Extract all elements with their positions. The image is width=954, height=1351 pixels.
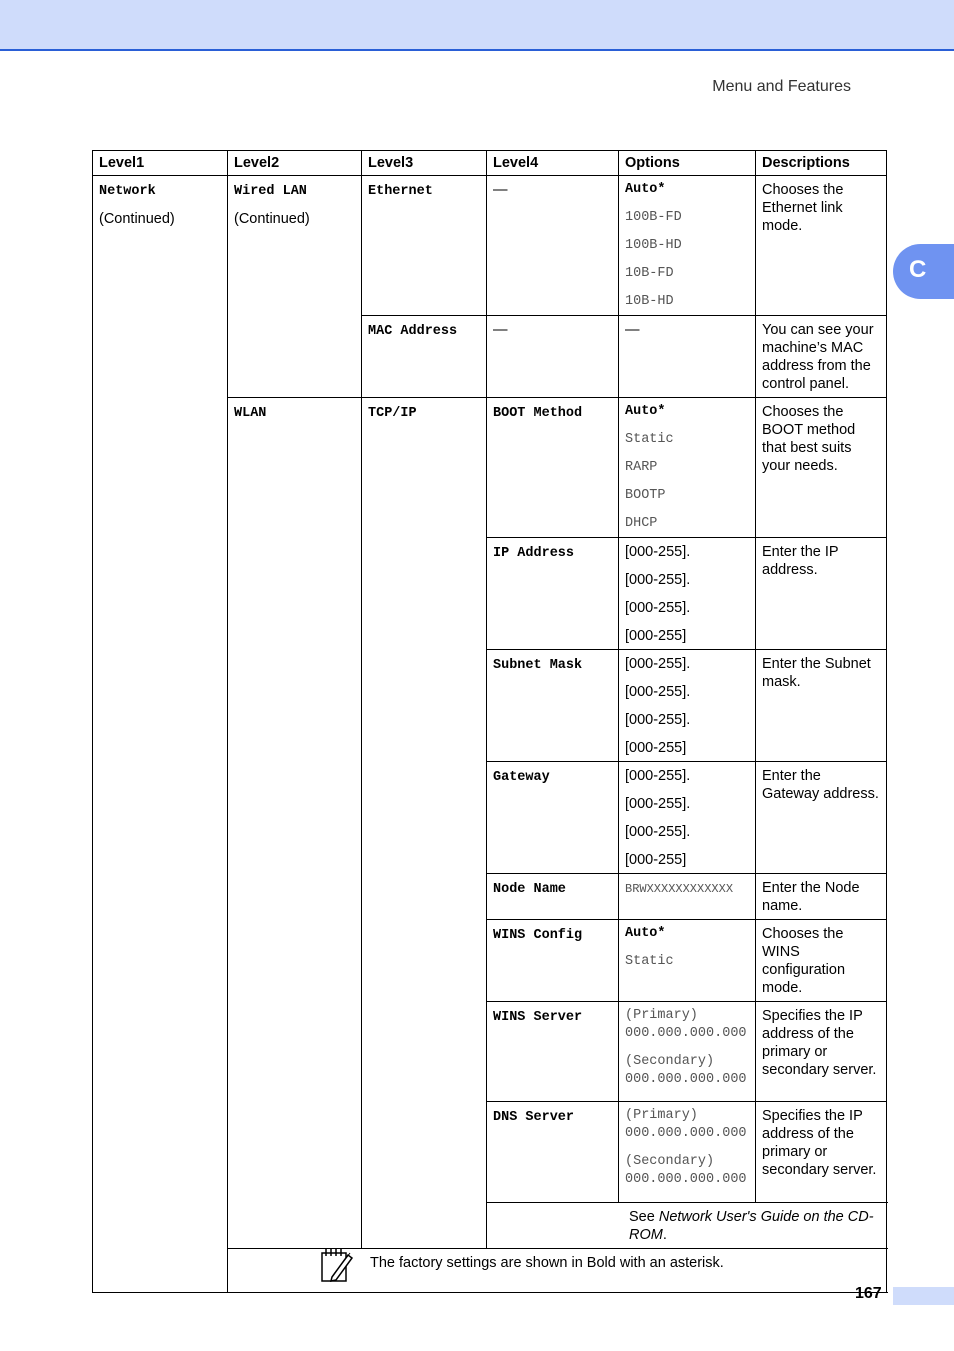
- page-number: 167: [855, 1285, 882, 1302]
- secondary-label: (Secondary): [625, 1054, 715, 1069]
- option-value: [000-255]: [625, 740, 687, 756]
- winsserver-label: WINS Server: [493, 1010, 583, 1025]
- header-options: Options: [619, 151, 756, 176]
- level2-wlan-name: WLAN: [234, 406, 267, 421]
- level4-ip: [487, 538, 619, 650]
- ip-label: IP Address: [493, 546, 575, 561]
- guide-link[interactable]: Network User's Guide on the CD-ROM: [629, 1209, 874, 1243]
- option-value: 100B-FD: [625, 210, 682, 225]
- option-value: DHCP: [625, 516, 658, 531]
- options-node: [619, 874, 756, 920]
- option-value: [000-255].: [625, 684, 691, 700]
- option-value: [000-255].: [625, 544, 691, 560]
- option-value: Auto*: [625, 926, 666, 941]
- option-value: BRWXXXXXXXXXXXX: [625, 882, 734, 896]
- primary-option: [625, 1007, 749, 1043]
- primary-label: (Primary): [625, 1008, 698, 1023]
- option-value: [000-255]: [625, 852, 687, 868]
- winsconfig-label: WINS Config: [493, 928, 583, 943]
- note-cell: [228, 1249, 887, 1293]
- option-value: Static: [625, 432, 674, 447]
- level1-continued: (Continued): [99, 211, 175, 227]
- chapter-letter: C: [909, 256, 927, 283]
- option-value: Auto*: [625, 182, 666, 197]
- header-level4: Level4: [487, 151, 619, 176]
- header-row: [93, 151, 887, 176]
- desc-boot: Chooses the BOOT method that best suits your needs.: [756, 398, 887, 538]
- note-pencil-icon: [320, 1247, 354, 1283]
- option-value: [000-255].: [625, 572, 691, 588]
- boot-label: BOOT Method: [493, 406, 583, 421]
- see-suffix: .: [662, 1227, 667, 1243]
- header-descriptions: Descriptions: [756, 151, 887, 176]
- level2-wlan-cell: [228, 398, 362, 1249]
- desc-winsserver: Specifies the IP address of the primary or secondary server.: [756, 1002, 887, 1102]
- subnet-label: Subnet Mask: [493, 658, 583, 673]
- desc-winsconfig: Chooses the WINS configuration mode.: [756, 920, 887, 1002]
- desc-ip: Enter the IP address.: [756, 538, 887, 650]
- options-boot: [619, 398, 756, 538]
- gateway-label: Gateway: [493, 770, 550, 785]
- header-level2: Level2: [228, 151, 362, 176]
- section-header: Menu and Features: [712, 78, 851, 95]
- level2-wired-continued: (Continued): [234, 211, 310, 227]
- level3-ethernet: [362, 176, 487, 316]
- secondary-value: 000.000.000.000: [625, 1172, 747, 1187]
- options-subnet: [619, 650, 756, 762]
- mac-label: MAC Address: [368, 324, 458, 339]
- level3-mac: [362, 316, 487, 398]
- desc-subnet: Enter the Subnet mask.: [756, 650, 887, 762]
- level3-tcpip-cell: [362, 398, 487, 1249]
- option-value: [000-255].: [625, 796, 691, 812]
- option-value: BOOTP: [625, 488, 666, 503]
- see-prefix: See: [629, 1209, 659, 1225]
- option-value: [000-255].: [625, 712, 691, 728]
- secondary-option: [625, 1153, 749, 1189]
- primary-value: 000.000.000.000: [625, 1026, 747, 1041]
- primary-label: (Primary): [625, 1108, 698, 1123]
- desc-dns: Specifies the IP address of the primary or secondary server.: [756, 1102, 887, 1203]
- secondary-value: 000.000.000.000: [625, 1072, 747, 1087]
- header-level1: Level1: [93, 151, 228, 176]
- option-value: 100B-HD: [625, 238, 682, 253]
- level4-node: [487, 874, 619, 920]
- page-number-bar: [893, 1287, 954, 1305]
- level2-wired-cell: [228, 176, 362, 398]
- options-ip: [619, 538, 756, 650]
- option-value: 10B-HD: [625, 294, 674, 309]
- menu-table: [92, 150, 887, 1293]
- level3-tcpip-name: TCP/IP: [368, 406, 417, 421]
- options-winsconfig: [619, 920, 756, 1002]
- options-dns: [619, 1102, 756, 1203]
- desc-gateway: Enter the Gateway address.: [756, 762, 887, 874]
- ethernet-label: Ethernet: [368, 184, 433, 199]
- secondary-label: (Secondary): [625, 1154, 715, 1169]
- level4-mac: —: [487, 316, 619, 398]
- node-label: Node Name: [493, 882, 566, 897]
- level4-winsconfig: [487, 920, 619, 1002]
- dns-label: DNS Server: [493, 1110, 575, 1125]
- note-text: The factory settings are shown in Bold with an asterisk.: [370, 1255, 724, 1271]
- level4-subnet: [487, 650, 619, 762]
- see-guide-cell: [487, 1203, 887, 1249]
- options-mac: —: [619, 316, 756, 398]
- table-row: [93, 176, 887, 316]
- option-value: 10B-FD: [625, 266, 674, 281]
- option-value: [000-255].: [625, 824, 691, 840]
- options-winsserver: [619, 1002, 756, 1102]
- option-value: Auto*: [625, 404, 666, 419]
- chapter-tab: [893, 244, 954, 299]
- desc-ethernet: Chooses the Ethernet link mode.: [756, 176, 887, 316]
- option-value: RARP: [625, 460, 658, 475]
- level1-cell: [93, 176, 228, 1293]
- level4-dns: [487, 1102, 619, 1203]
- level1-name: Network: [99, 184, 156, 199]
- option-value: Static: [625, 954, 674, 969]
- options-ethernet: [619, 176, 756, 316]
- level2-wired-name: Wired LAN: [234, 184, 307, 199]
- options-gateway: [619, 762, 756, 874]
- option-value: [000-255].: [625, 656, 691, 672]
- desc-node: Enter the Node name.: [756, 874, 887, 920]
- secondary-option: [625, 1053, 749, 1089]
- level4-ethernet: —: [487, 176, 619, 316]
- desc-mac: You can see your machine’s MAC address from the control panel.: [756, 316, 887, 398]
- top-banner: [0, 0, 954, 51]
- level4-winsserver: [487, 1002, 619, 1102]
- primary-option: [625, 1107, 749, 1143]
- option-value: [000-255].: [625, 768, 691, 784]
- option-value: [000-255].: [625, 600, 691, 616]
- primary-value: 000.000.000.000: [625, 1126, 747, 1141]
- option-value: [000-255]: [625, 628, 687, 644]
- level4-gateway: [487, 762, 619, 874]
- header-level3: Level3: [362, 151, 487, 176]
- level4-boot: [487, 398, 619, 538]
